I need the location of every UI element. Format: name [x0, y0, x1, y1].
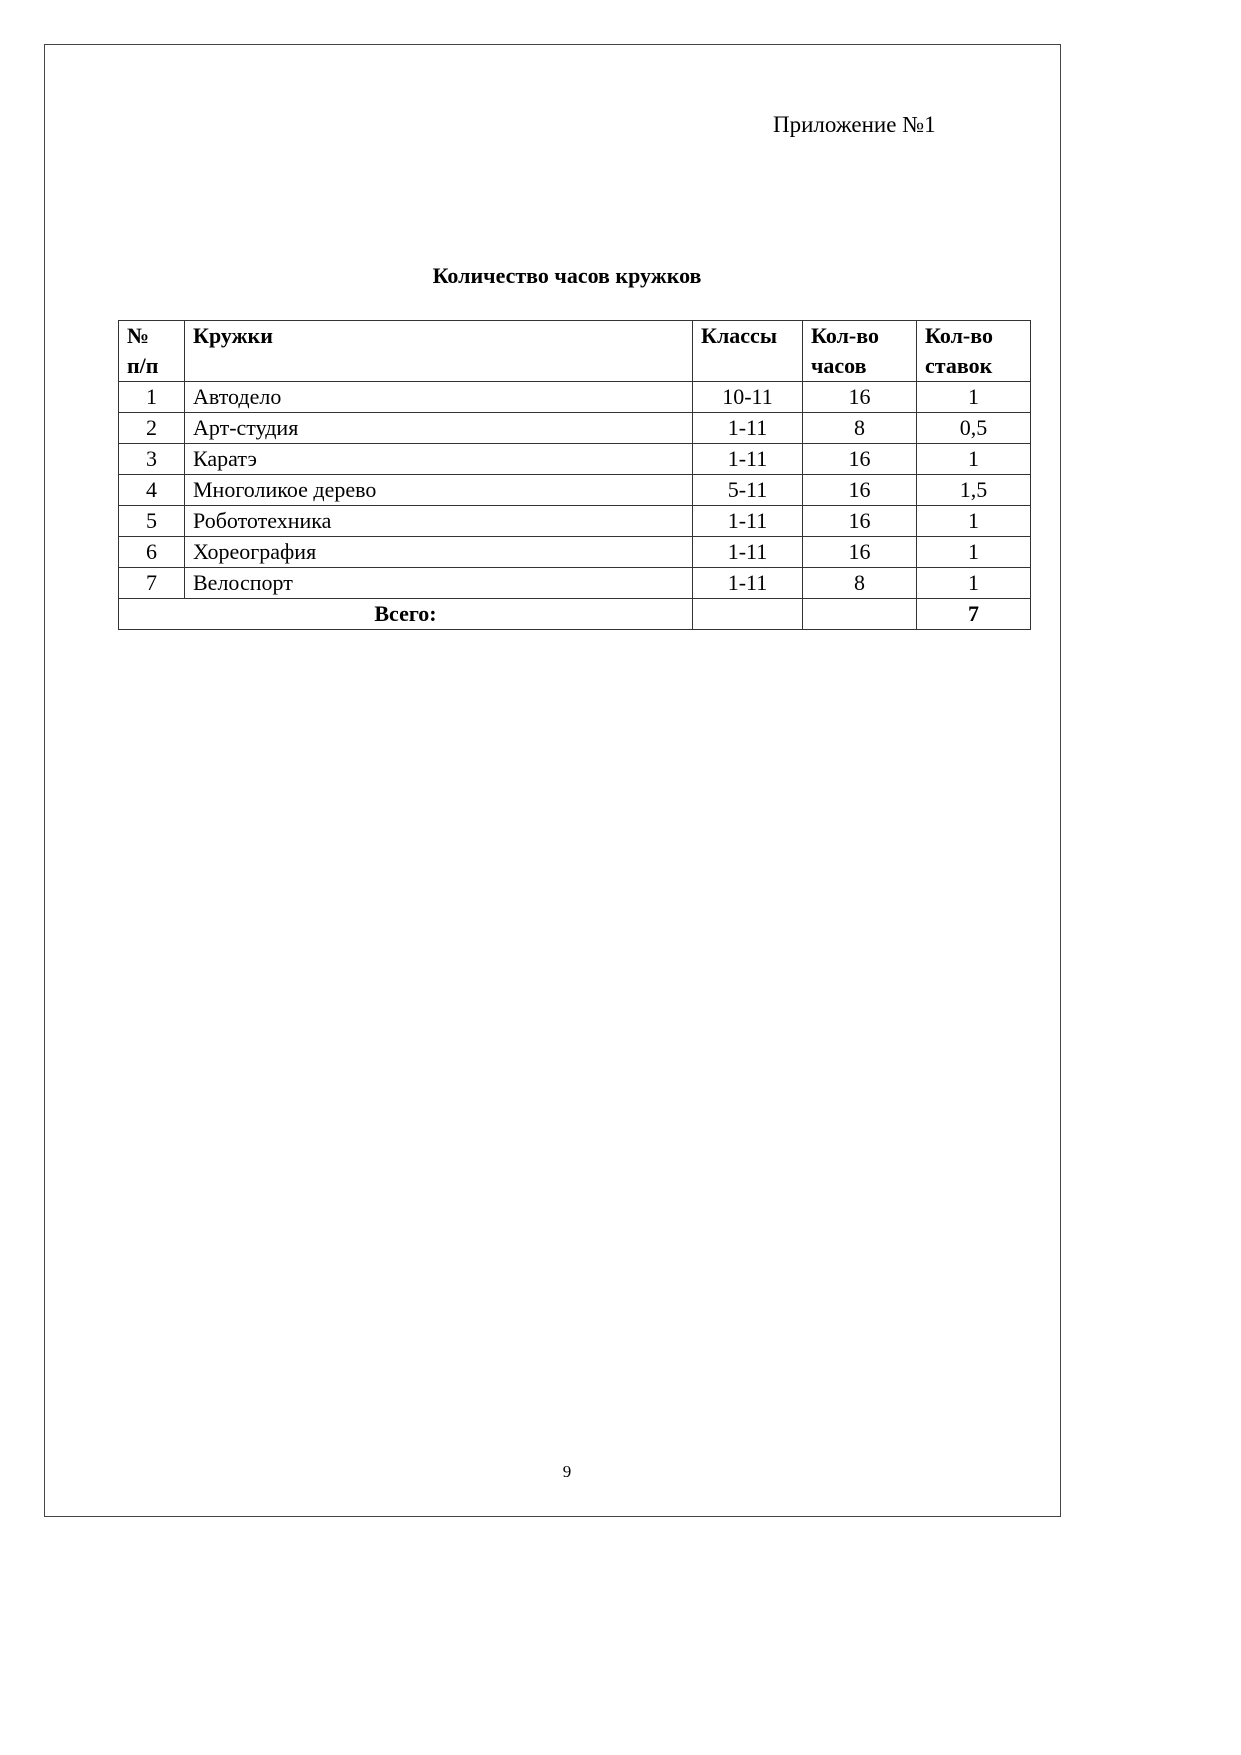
cell-rates: 1 [917, 568, 1031, 599]
cell-rates: 1 [917, 382, 1031, 413]
cell-hours: 8 [803, 568, 917, 599]
cell-hours: 8 [803, 413, 917, 444]
table-row [119, 444, 1031, 475]
table-row [119, 475, 1031, 506]
header-rates [917, 321, 1031, 382]
header-hours-line2: часов [811, 353, 867, 378]
cell-num: 4 [119, 475, 185, 506]
total-hours [803, 599, 917, 630]
clubs-hours-table [118, 320, 1031, 630]
cell-club: Велоспорт [185, 568, 693, 599]
cell-grades: 5-11 [693, 475, 803, 506]
header-num-line2: п/п [127, 353, 159, 378]
cell-hours: 16 [803, 506, 917, 537]
table-row [119, 568, 1031, 599]
cell-club: Арт-студия [185, 413, 693, 444]
table-total-row [119, 599, 1031, 630]
cell-num: 6 [119, 537, 185, 568]
header-hours-line1: Кол-во [811, 323, 879, 348]
cell-grades: 1-11 [693, 413, 803, 444]
cell-rates: 1 [917, 444, 1031, 475]
header-grades: Классы [693, 321, 803, 382]
header-club: Кружки [185, 321, 693, 382]
cell-grades: 10-11 [693, 382, 803, 413]
cell-grades: 1-11 [693, 568, 803, 599]
total-grades [693, 599, 803, 630]
cell-hours: 16 [803, 537, 917, 568]
cell-club: Многоликое дерево [185, 475, 693, 506]
cell-hours: 16 [803, 382, 917, 413]
cell-num: 5 [119, 506, 185, 537]
cell-hours: 16 [803, 475, 917, 506]
total-rates: 7 [917, 599, 1031, 630]
cell-grades: 1-11 [693, 506, 803, 537]
cell-hours: 16 [803, 444, 917, 475]
cell-num: 2 [119, 413, 185, 444]
table-row [119, 413, 1031, 444]
document-title: Количество часов кружков [432, 263, 702, 288]
header-num [119, 321, 185, 382]
table-row [119, 506, 1031, 537]
cell-num: 1 [119, 382, 185, 413]
table-row [119, 537, 1031, 568]
appendix-label: Приложение №1 [773, 112, 936, 137]
page-number: 9 [562, 1462, 572, 1481]
header-rates-line2: ставок [925, 353, 993, 378]
header-num-line1: № [127, 323, 150, 348]
cell-grades: 1-11 [693, 444, 803, 475]
table-row [119, 382, 1031, 413]
cell-grades: 1-11 [693, 537, 803, 568]
header-rates-line1: Кол-во [925, 323, 993, 348]
cell-club: Хореография [185, 537, 693, 568]
cell-rates: 1 [917, 537, 1031, 568]
cell-num: 7 [119, 568, 185, 599]
cell-club: Каратэ [185, 444, 693, 475]
cell-rates: 1 [917, 506, 1031, 537]
table-header-row [119, 321, 1031, 382]
cell-club: Робототехника [185, 506, 693, 537]
header-hours [803, 321, 917, 382]
cell-club: Автодело [185, 382, 693, 413]
cell-num: 3 [119, 444, 185, 475]
cell-rates: 1,5 [917, 475, 1031, 506]
total-label: Всего: [119, 599, 693, 630]
cell-rates: 0,5 [917, 413, 1031, 444]
